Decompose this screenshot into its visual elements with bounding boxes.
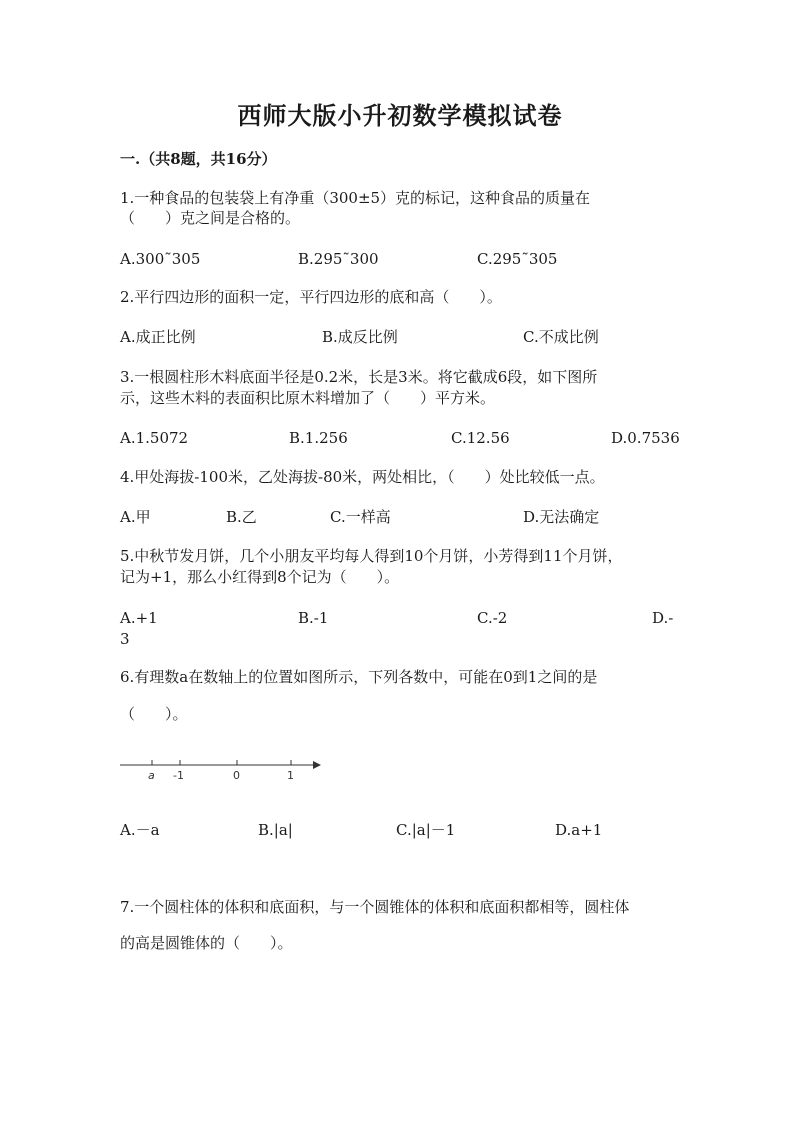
question-1-option-a: A.300˜305 [120, 250, 201, 268]
question-3-line-2: 示，这些木料的表面积比原木料增加了（ ）平方米。 [120, 389, 496, 407]
question-1-option-b: B.295˜300 [298, 250, 379, 268]
section-heading: 一.（共8题，共16分） [120, 150, 277, 168]
label-a: a [148, 769, 155, 782]
question-4-option-c: C.一样高 [330, 508, 391, 526]
question-3-option-d: D.0.7536 [611, 429, 680, 447]
question-5-line-1: 5.中秋节发月饼，几个小朋友平均每人得到10个月饼，小芳得到11个月饼， [120, 547, 623, 565]
label-1: 1 [287, 769, 294, 782]
question-1-line-1: 1.一种食品的包装袋上有净重（300±5）克的标记，这种食品的质量在 [120, 189, 591, 207]
question-5-option-d-wrap: 3 [120, 630, 130, 648]
question-4-option-a: A.甲 [120, 508, 151, 526]
question-2-line-1: 2.平行四边形的面积一定，平行四边形的底和高（ ）。 [120, 288, 502, 306]
question-6-option-d: D.a+1 [555, 821, 603, 839]
question-4-option-b: B.乙 [226, 508, 257, 526]
question-5-option-a: A.+1 [120, 609, 158, 627]
question-6-option-b: B.|a| [258, 821, 293, 839]
question-1-line-2: （ ）克之间是合格的。 [120, 209, 301, 227]
question-2-option-b: B.成反比例 [322, 328, 398, 346]
question-1-option-c: C.295˜305 [477, 250, 558, 268]
page-title: 西师大版小升初数学模拟试卷 [237, 101, 563, 130]
question-3-option-b: B.1.256 [289, 429, 348, 447]
question-2-option-c: C.不成比例 [523, 328, 599, 346]
question-4-line-1: 4.甲处海拔-100米，乙处海拔-80米，两处相比，（ ）处比较低一点。 [120, 468, 605, 486]
label-0: 0 [233, 769, 240, 782]
question-5-option-c: C.-2 [477, 609, 508, 627]
question-3-line-1: 3.一根圆柱形木料底面半径是0.2米，长是3米。将它截成6段，如下图所 [120, 368, 598, 386]
question-4-option-d: D.无法确定 [523, 508, 600, 526]
question-7-line-2: 的高是圆锥体的（ ）。 [120, 934, 293, 952]
question-6-line-2: （ ）。 [120, 705, 188, 723]
question-5-line-2: 记为+1，那么小红得到8个记为（ ）。 [120, 568, 400, 586]
question-5-option-d: D.- [652, 609, 674, 627]
question-6-option-c: C.|a|－1 [396, 821, 456, 839]
number-line-figure [115, 755, 330, 785]
question-6-option-a: A.－a [120, 821, 160, 839]
question-3-option-a: A.1.5072 [120, 429, 189, 447]
question-6-line-1: 6.有理数a在数轴上的位置如图所示，下列各数中，可能在0到1之间的是 [120, 668, 598, 686]
question-7-line-1: 7.一个圆柱体的体积和底面积，与一个圆锥体的体积和底面积都相等，圆柱体 [120, 898, 630, 916]
question-5-option-b: B.-1 [298, 609, 329, 627]
label-minus-1: -1 [173, 769, 184, 782]
arrow-head-icon [313, 761, 321, 769]
question-3-option-c: C.12.56 [451, 429, 510, 447]
question-2-option-a: A.成正比例 [120, 328, 196, 346]
